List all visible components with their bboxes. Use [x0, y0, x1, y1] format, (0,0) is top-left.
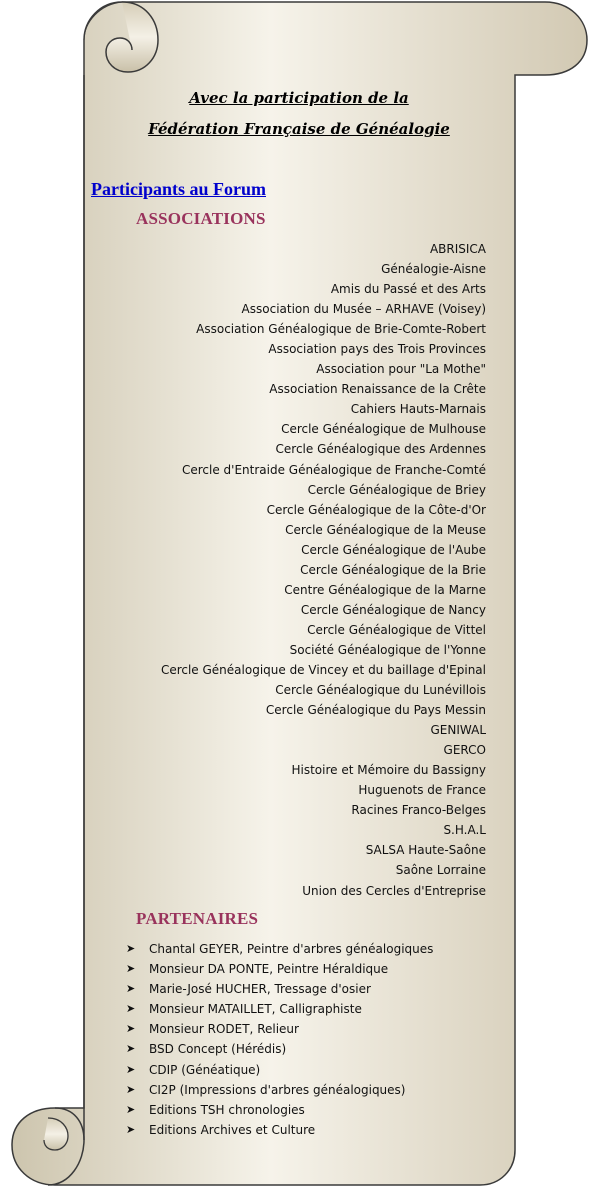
arrow-bullet-icon: ➤	[126, 982, 136, 996]
arrow-bullet-icon: ➤	[126, 1102, 136, 1116]
list-item	[126, 999, 433, 1019]
list-item	[126, 1060, 433, 1080]
partner-label: Monsieur DA PONTE, Peintre Héraldique	[149, 962, 389, 977]
list-item: Cercle d'Entraide Généalogique de Franche-Comté	[181, 462, 486, 477]
list-item	[126, 939, 433, 959]
partner-label: Marie-José HUCHER, Tressage d'osier	[149, 982, 371, 997]
list-item	[126, 1080, 433, 1100]
list-item: Cercle Généalogique de Vincey et du baillage d'Epinal	[160, 662, 486, 677]
arrow-bullet-icon: ➤	[126, 1122, 136, 1136]
partner-label: BSD Concept (Hérédis)	[149, 1042, 287, 1057]
list-item: Huguenots de France	[358, 783, 486, 798]
list-item: Histoire et Mémoire du Bassigny	[291, 763, 486, 778]
partner-label: CI2P (Impressions d'arbres généalogiques)	[149, 1082, 406, 1097]
forum-participants-link[interactable]: Participants au Forum	[91, 179, 266, 199]
list-item: Société Généalogique de l'Yonne	[289, 642, 486, 657]
partner-label: CDIP (Généatique)	[149, 1062, 261, 1077]
list-item: Cercle Généalogique de la Brie	[300, 562, 486, 577]
list-item	[126, 1100, 433, 1120]
list-item: Saône Lorraine	[395, 863, 486, 878]
list-item	[126, 1120, 433, 1140]
list-item: Association pays des Trois Provinces	[268, 342, 486, 357]
list-item: ABRISICA	[429, 242, 486, 256]
partner-label: Editions Archives et Culture	[149, 1122, 316, 1137]
arrow-bullet-icon: ➤	[126, 962, 136, 976]
arrow-bullet-icon: ➤	[126, 942, 136, 955]
associations-heading: ASSOCIATIONS	[136, 209, 266, 228]
list-item	[126, 959, 433, 979]
arrow-bullet-icon: ➤	[126, 1062, 136, 1076]
list-item: Association du Musée – ARHAVE (Voisey)	[241, 302, 486, 317]
list-item: Cercle Généalogique du Lunévillois	[275, 683, 486, 698]
list-item: Cercle Généalogique des Ardennes	[275, 442, 486, 457]
partenaires-list	[126, 939, 433, 1140]
arrow-bullet-icon: ➤	[126, 1042, 136, 1056]
associations-list	[161, 239, 486, 901]
list-item: S.H.A.L	[443, 823, 486, 838]
list-item: Cercle Généalogique de Mulhouse	[281, 422, 486, 437]
list-item: Généalogie-Aisne	[381, 262, 486, 277]
list-item: Union des Cercles d'Entreprise	[302, 883, 486, 898]
list-item	[126, 979, 433, 999]
partner-label: Monsieur RODET, Relieur	[149, 1022, 299, 1037]
header-line-1: Avec la participation de la	[189, 89, 409, 107]
list-item: Cercle Généalogique de l'Aube	[301, 542, 486, 557]
list-item: Cercle Généalogique de Briey	[307, 482, 486, 497]
arrow-bullet-icon: ➤	[126, 1022, 136, 1036]
list-item: Cercle Généalogique de la Meuse	[285, 522, 486, 537]
list-item: Centre Généalogique de la Marne	[284, 582, 486, 597]
list-item: Racines Franco-Belges	[351, 803, 486, 818]
partner-label: Chantal GEYER, Peintre d'arbres généalogiques	[149, 942, 434, 956]
partner-label: Editions TSH chronologies	[149, 1102, 305, 1117]
list-item: SALSA Haute-Saône	[365, 843, 486, 858]
partenaires-heading: PARTENAIRES	[136, 909, 259, 928]
partner-label: Monsieur MATAILLET, Calligraphiste	[149, 1002, 362, 1017]
list-item: Association pour "La Mothe"	[316, 362, 486, 377]
list-item: Cercle Généalogique de la Côte-d'Or	[266, 502, 486, 517]
list-item: Amis du Passé et des Arts	[330, 282, 486, 297]
list-item: GENIWAL	[430, 723, 486, 738]
list-item: GERCO	[443, 743, 486, 758]
list-item: Association Renaissance de la Crête	[269, 382, 486, 397]
list-item: Cercle Généalogique de Nancy	[300, 602, 486, 617]
list-item	[126, 1039, 433, 1059]
arrow-bullet-icon: ➤	[126, 1082, 136, 1096]
list-item	[126, 1019, 433, 1039]
list-item: Association Généalogique de Brie-Comte-Robert	[196, 322, 486, 337]
list-item: Cahiers Hauts-Marnais	[350, 402, 486, 417]
arrow-bullet-icon: ➤	[126, 1002, 136, 1016]
header-line-2: Fédération Française de Généalogie	[148, 120, 450, 138]
list-item: Cercle Généalogique de Vittel	[307, 622, 486, 637]
list-item: Cercle Généalogique du Pays Messin	[265, 703, 486, 718]
